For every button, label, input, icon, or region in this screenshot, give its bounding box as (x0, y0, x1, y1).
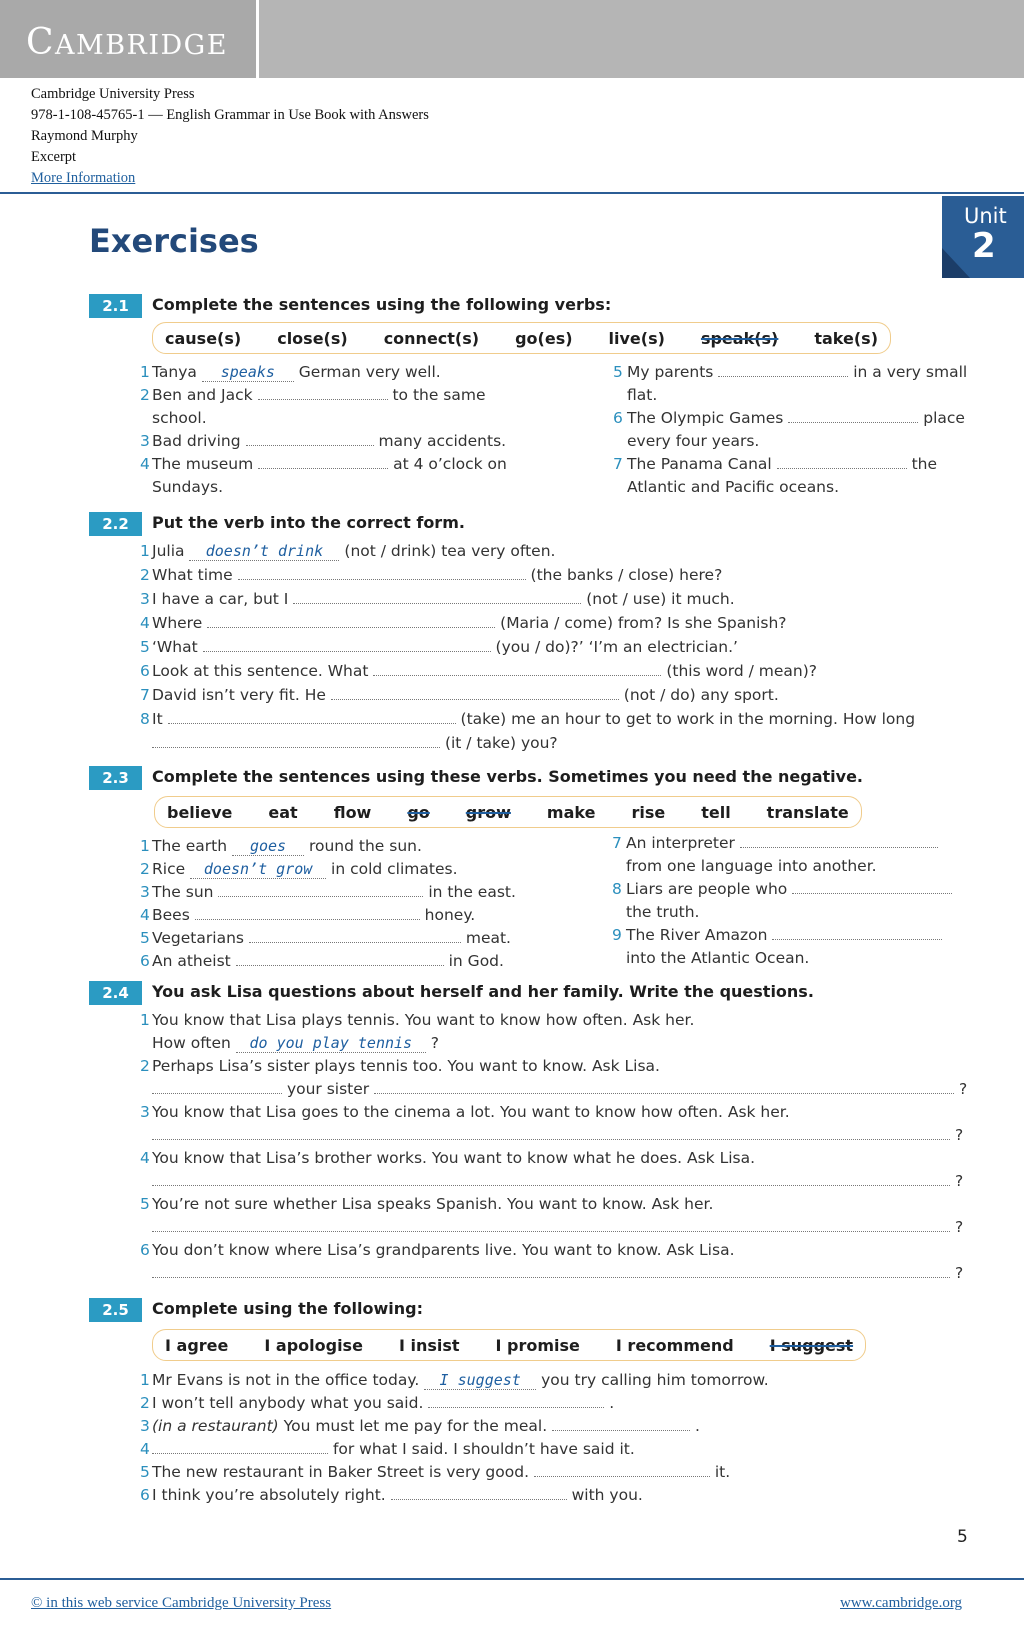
item-number: 2 (140, 1057, 150, 1075)
item: 3 Bad driving many accidents. (140, 432, 507, 450)
item: 6 I think you’re absolutely right. with you. (140, 1486, 643, 1504)
answer: do you play tennis (236, 1034, 426, 1053)
header-divider (0, 192, 1024, 194)
item: 2 Rice doesn’t grow in cold climates. (140, 860, 458, 878)
item: 7 The Panama Canal the (613, 455, 938, 473)
item: 5 My parents in a very small (613, 363, 968, 381)
item-cont: the truth. (626, 903, 700, 921)
item: 1 The earth goes round the sun. (140, 837, 422, 855)
item-number: 4 (140, 455, 150, 473)
blank (152, 1171, 950, 1186)
blank (218, 882, 423, 897)
word: go(es) (515, 328, 573, 348)
blank (772, 925, 942, 940)
word: believe (167, 802, 233, 822)
blank (152, 1079, 282, 1094)
blank (152, 1263, 950, 1278)
item-number: 8 (140, 710, 150, 728)
word: take(s) (814, 328, 879, 348)
word-box (152, 322, 891, 354)
word: I promise (495, 1335, 580, 1355)
blank (428, 1393, 604, 1408)
word-crossed: I suggest (769, 1335, 854, 1355)
item: 1 Mr Evans is not in the office today. I suggest you try calling him tomorrow. (140, 1371, 769, 1389)
item: 3 You know that Lisa goes to the cinema a lot. You want to know how often. Ask her. (140, 1103, 790, 1121)
item-number: 7 (140, 686, 150, 704)
publisher: Cambridge University Press (31, 86, 195, 102)
item-cont: Atlantic and Pacific oceans. (627, 478, 840, 496)
author: Raymond Murphy (31, 128, 138, 144)
blank (152, 1439, 328, 1454)
item-number: 1 (140, 363, 150, 381)
blank (238, 565, 526, 580)
item-cont: into the Atlantic Ocean. (626, 949, 810, 967)
blank (152, 1125, 950, 1140)
exercise-badge: 2.5 (89, 1298, 142, 1322)
item-number: 5 (140, 1463, 150, 1481)
blank (246, 431, 374, 446)
item-number: 9 (612, 926, 622, 944)
item-cont: from one language into another. (626, 857, 877, 875)
word: cause(s) (165, 328, 242, 348)
blank (331, 685, 619, 700)
item-number: 1 (140, 837, 150, 855)
book-meta (31, 84, 429, 189)
blank (152, 1217, 950, 1232)
item: 6 An atheist in God. (140, 952, 504, 970)
blank (534, 1462, 710, 1477)
word: I agree (165, 1335, 229, 1355)
item-answer-line: ? (152, 1170, 963, 1192)
item: 1 Julia doesn’t drink (not / drink) tea very often. (140, 542, 556, 560)
item-answer-line: ? (152, 1124, 963, 1146)
blank (740, 833, 938, 848)
item-number: 8 (612, 880, 622, 898)
item-number: 4 (140, 906, 150, 924)
answer: doesn’t drink (189, 542, 339, 561)
item-number: 3 (140, 1417, 150, 1435)
item: 3 (in a restaurant) You must let me pay for the meal. . (140, 1417, 700, 1435)
word: flow (333, 802, 372, 822)
item-number: 7 (612, 834, 622, 852)
blank (391, 1485, 567, 1500)
blank (777, 454, 907, 469)
logo-box (0, 0, 259, 78)
blank (236, 951, 444, 966)
item-answer-line: ? (152, 1216, 963, 1238)
blank (207, 613, 495, 628)
unit-tab (942, 196, 1024, 278)
item: 5 The new restaurant in Baker Street is very good. it. (140, 1463, 731, 1481)
item-number: 5 (140, 638, 150, 656)
item: 2 Perhaps Lisa’s sister plays tennis too. You want to know. Ask Lisa. (140, 1057, 660, 1075)
item: 2 What time (the banks / close) here? (140, 566, 723, 584)
item: 5 Vegetarians meat. (140, 929, 511, 947)
item-number: 1 (140, 542, 150, 560)
word: translate (766, 802, 849, 822)
item: 6 The Olympic Games place (613, 409, 965, 427)
item-cont: every four years. (627, 432, 760, 450)
page-title: Exercises (89, 222, 259, 260)
item-number: 5 (140, 929, 150, 947)
exercise-instruction: Complete the sentences using these verbs. Sometimes you need the negative. (152, 767, 863, 786)
item: 1 You know that Lisa plays tennis. You want to know how often. Ask her. (140, 1011, 695, 1029)
item: 3 I have a car, but I (not / use) it much. (140, 590, 735, 608)
blank (258, 454, 388, 469)
item: 4 for what I said. I shouldn’t have said it. (140, 1440, 635, 1458)
exercise-2-1 (89, 294, 979, 504)
excerpt-label: Excerpt (31, 149, 77, 165)
word-box (154, 796, 862, 828)
word: I recommend (615, 1335, 734, 1355)
item-answer-line: ? (152, 1262, 963, 1284)
word-box (152, 1329, 866, 1361)
blank (373, 661, 661, 676)
item: 9 The River Amazon (626, 924, 942, 946)
item-number: 3 (140, 1103, 150, 1121)
item: 4 You know that Lisa’s brother works. You want to know what he does. Ask Lisa. (140, 1149, 756, 1167)
item-number: 4 (140, 1149, 150, 1167)
answer: I suggest (424, 1371, 536, 1390)
copyright-link[interactable]: © in this web service Cambridge University Press (31, 1595, 332, 1611)
item-number: 6 (613, 409, 623, 427)
blank (552, 1416, 690, 1431)
item: 1 Tanya speaks German very well. (140, 363, 441, 381)
page-number: 5 (957, 1527, 968, 1547)
footer-divider (0, 1578, 1024, 1580)
item: 8 It (take) me an hour to get to work in the morning. How long (140, 710, 916, 728)
item-number: 3 (140, 432, 150, 450)
item-cont: Sundays. (152, 478, 223, 496)
item: 5 You’re not sure whether Lisa speaks Spanish. You want to know. Ask her. (140, 1195, 714, 1213)
blank (195, 905, 420, 920)
exercise-instruction: Complete the sentences using the following verbs: (152, 295, 612, 314)
item: 6 Look at this sentence. What (this word / mean)? (140, 662, 818, 680)
item: 5 ‘What (you / do)?’ ‘I’m an electrician.’ (140, 638, 738, 656)
item-answer-line: How often do you play tennis ? (152, 1034, 439, 1052)
word: tell (701, 802, 731, 822)
item: 6 You don’t know where Lisa’s grandparents live. You want to know. Ask Lisa. (140, 1241, 735, 1259)
item: 3 The sun in the east. (140, 883, 516, 901)
item-cont: (it / take) you? (152, 732, 558, 754)
item-number: 6 (140, 1486, 150, 1504)
item-number: 7 (613, 455, 623, 473)
exercise-instruction: Put the verb into the correct form. (152, 513, 465, 532)
item: 4 Bees honey. (140, 906, 476, 924)
item-number: 2 (140, 860, 150, 878)
item-answer-line: your sister ? (152, 1078, 967, 1100)
item-number: 6 (140, 952, 150, 970)
item: 7 An interpreter (626, 832, 938, 854)
answer: doesn’t grow (190, 860, 326, 879)
item-number: 3 (140, 883, 150, 901)
exercise-2-3 (89, 766, 979, 971)
word-crossed: go (407, 802, 430, 822)
exercise-2-2 (89, 512, 979, 757)
exercise-badge: 2.2 (89, 512, 142, 536)
item-number: 4 (140, 1440, 150, 1458)
word-crossed: grow (465, 802, 511, 822)
item-number: 5 (140, 1195, 150, 1213)
more-information-link[interactable]: More Information (31, 170, 136, 186)
logo-rest: AMBRIDGE (55, 30, 228, 61)
item-number: 2 (140, 1394, 150, 1412)
header-bar (0, 0, 1024, 78)
blank (374, 1079, 954, 1094)
item-number: 3 (140, 590, 150, 608)
word: rise (631, 802, 666, 822)
blank (249, 928, 461, 943)
item: 7 David isn’t very fit. He (not / do) any sport. (140, 686, 779, 704)
cambridge-logo: CAMBRIDGE (26, 22, 228, 63)
website-link[interactable]: www.cambridge.org (840, 1595, 963, 1611)
word: connect(s) (383, 328, 480, 348)
blank (788, 408, 918, 423)
item-cont: school. (152, 409, 207, 427)
item-cont: flat. (627, 386, 658, 404)
blank (718, 362, 848, 377)
answer: speaks (202, 363, 294, 382)
unit-number: 2 (972, 226, 996, 266)
item-number: 2 (140, 566, 150, 584)
unit-label: Unit (964, 204, 1007, 228)
exercise-2-5 (89, 1298, 979, 1513)
word-crossed: speak(s) (700, 328, 779, 348)
item: 2 I won’t tell anybody what you said. . (140, 1394, 615, 1412)
item-number: 6 (140, 1241, 150, 1259)
blank (203, 637, 491, 652)
word: live(s) (608, 328, 665, 348)
answer: goes (232, 837, 304, 856)
word: I apologise (264, 1335, 363, 1355)
exercise-badge: 2.4 (89, 981, 142, 1005)
item-number: 1 (140, 1371, 150, 1389)
word: eat (268, 802, 298, 822)
word: close(s) (277, 328, 348, 348)
item-number: 4 (140, 614, 150, 632)
item: 4 The museum at 4 o’clock on (140, 455, 507, 473)
item-number: 2 (140, 386, 150, 404)
blank (792, 879, 952, 894)
blank (293, 589, 581, 604)
item-number: 1 (140, 1011, 150, 1029)
item-number: 6 (140, 662, 150, 680)
item: 4 Where (Maria / come) from? Is she Spanish? (140, 614, 787, 632)
item: 8 Liars are people who (626, 878, 952, 900)
blank (258, 385, 388, 400)
blank (152, 733, 440, 748)
exercise-badge: 2.3 (89, 766, 142, 790)
item: 2 Ben and Jack to the same (140, 386, 486, 404)
exercise-instruction: Complete using the following: (152, 1299, 423, 1318)
isbn-title: 978-1-108-45765-1 — English Grammar in Use Book with Answers (31, 107, 429, 123)
blank (168, 709, 456, 724)
exercise-2-4 (89, 981, 979, 1281)
item-number: 5 (613, 363, 623, 381)
word: I insist (398, 1335, 460, 1355)
exercise-instruction: You ask Lisa questions about herself and her family. Write the questions. (152, 982, 814, 1001)
exercise-badge: 2.1 (89, 294, 142, 318)
word: make (546, 802, 596, 822)
